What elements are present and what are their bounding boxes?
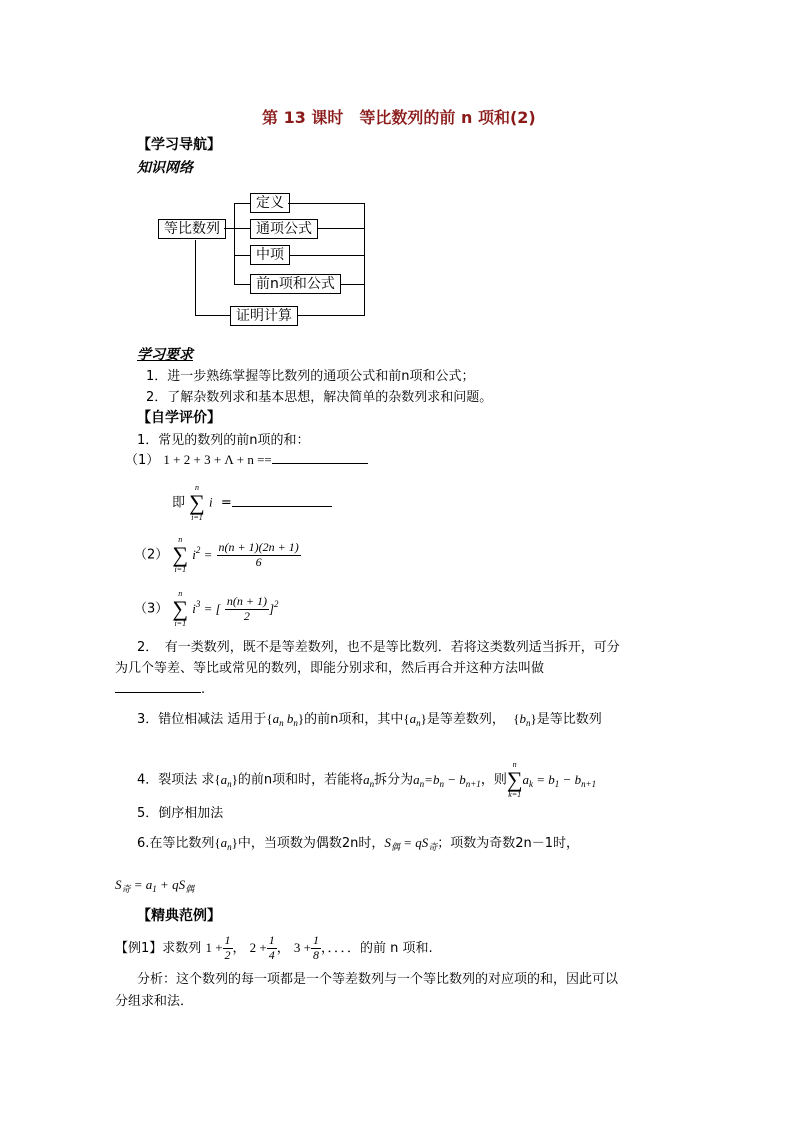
diagram-connector bbox=[195, 240, 196, 316]
section-examples: 【精典范例】 bbox=[137, 908, 221, 924]
requirement-item: 1．进一步熟练掌握等比数列的通项公式和前n项和公式； bbox=[146, 369, 475, 384]
question-1: 1．常见的数列的前n项的和： bbox=[137, 433, 310, 448]
sigma-icon: n ∑ i=1 bbox=[172, 535, 189, 574]
label-3: （3） bbox=[134, 601, 169, 617]
sigma-icon: n ∑ i=1 bbox=[172, 589, 189, 628]
sum-expression: 1 + 2 + 3 + Λ + n = bbox=[163, 452, 265, 467]
diagram-connector bbox=[289, 255, 364, 256]
diagram-item-sum-formula: 前n项和公式 bbox=[250, 274, 341, 294]
question-3: 3．错位相减法 适用于{$a_n$ $b_n$}的前n项和，其中$\{a_n\}$是等差数列， $\{b_n\}$是等比数列 bbox=[137, 711, 602, 728]
label-2: （2） bbox=[134, 547, 169, 563]
section-study-guide: 【学习导航】 bbox=[137, 137, 221, 153]
fraction: $\frac{n(n + 1)}{2}$ bbox=[226, 593, 267, 623]
answer-blank bbox=[232, 506, 332, 507]
question-1-2: （2） n ∑ i=1 $i^2$ = $\frac{n(n + 1)(2n + 1)}{6}$ bbox=[134, 535, 299, 574]
diagram-connector bbox=[195, 315, 230, 316]
question-2-line2: 为几个等差、等比或常见的数列，即能分别求和，然后再合并这种方法叫做 bbox=[115, 661, 545, 676]
question-1-sigma: 即 n ∑ i=1 i = bbox=[172, 484, 332, 522]
page-title: 第 13 课时 等比数列的前 n 项和(2) bbox=[262, 108, 536, 127]
question-4: 4．裂项法 求$\{a_n\}$的前n项和时，若能将$a_n$拆分为$a_n=b_n - b_{n+1}$，则 n ∑ k=1 $a_k = b_1 - b_{n+1}$ bbox=[137, 760, 597, 799]
question-6: 6.在等比数列$\{a_n\}$中，当项数为偶数2n时，$S_偶 = qS_奇$；项数为奇数2n－1时， bbox=[137, 835, 580, 852]
diagram-item-definition: 定义 bbox=[250, 193, 290, 213]
sigma-icon: n ∑ k=1 bbox=[506, 760, 523, 799]
question-1-1: （1） 1 + 2 + 3 + Λ + n == bbox=[125, 452, 368, 469]
diagram-bottom-box: 证明计算 bbox=[230, 306, 298, 326]
diagram-connector bbox=[298, 315, 365, 316]
diagram-connector bbox=[234, 228, 250, 229]
diagram-connector bbox=[364, 203, 365, 316]
diagram-root-box: 等比数列 bbox=[158, 219, 226, 239]
ji-text: 即 bbox=[172, 495, 186, 511]
diagram-item-middle-term: 中项 bbox=[250, 245, 290, 265]
answer-blank bbox=[272, 463, 368, 464]
diagram-connector bbox=[234, 203, 235, 285]
diagram-connector bbox=[234, 284, 250, 285]
question-2-blank: . bbox=[115, 682, 205, 698]
label-1: （1） bbox=[125, 453, 160, 468]
question-1-3: （3） n ∑ i=1 $i^3$ = [ $\frac{n(n + 1)}{2}$ ]$^2$ bbox=[134, 589, 279, 628]
section-self-evaluation: 【自学评价】 bbox=[137, 410, 221, 426]
example-1: 【例1】求数列 1 + $\frac{1}{2}$ ， 2 + $\frac{1}{4}$ ， 3 + $\frac{1}{8}$ ，．．．．的前 n 项和. bbox=[115, 933, 433, 962]
diagram-connector bbox=[234, 255, 250, 256]
fraction: $\frac{n(n + 1)(2n + 1)}{6}$ bbox=[218, 539, 299, 569]
diagram-connector bbox=[340, 284, 364, 285]
diagram-connector bbox=[288, 203, 364, 204]
requirement-item: 2．了解杂数列求和基本思想，解决简单的杂数列求和问题。 bbox=[146, 390, 493, 405]
question-6-formula: $S_奇 = a_1 + qS_偶$ bbox=[115, 877, 195, 894]
knowledge-network-heading: 知识网络 bbox=[137, 160, 193, 176]
sigma-icon: n ∑ i=1 bbox=[189, 483, 205, 522]
diagram-item-general-term: 通项公式 bbox=[250, 219, 318, 239]
question-2-line1: 2． 有一类数列，既不是等差数列，也不是等比数列．若将这类数列适当拆开，可分 bbox=[137, 640, 620, 655]
diagram-connector bbox=[234, 203, 250, 204]
diagram-connector bbox=[318, 228, 364, 229]
analysis-line2: 分组求和法． bbox=[115, 994, 194, 1009]
analysis-line1: 分析：这个数列的每一项都是一个等差数列与一个等比数列的对应项的和，因此可以 bbox=[137, 972, 619, 987]
question-5: 5．倒序相加法 bbox=[137, 806, 224, 821]
requirements-heading: 学习要求 bbox=[137, 347, 193, 363]
